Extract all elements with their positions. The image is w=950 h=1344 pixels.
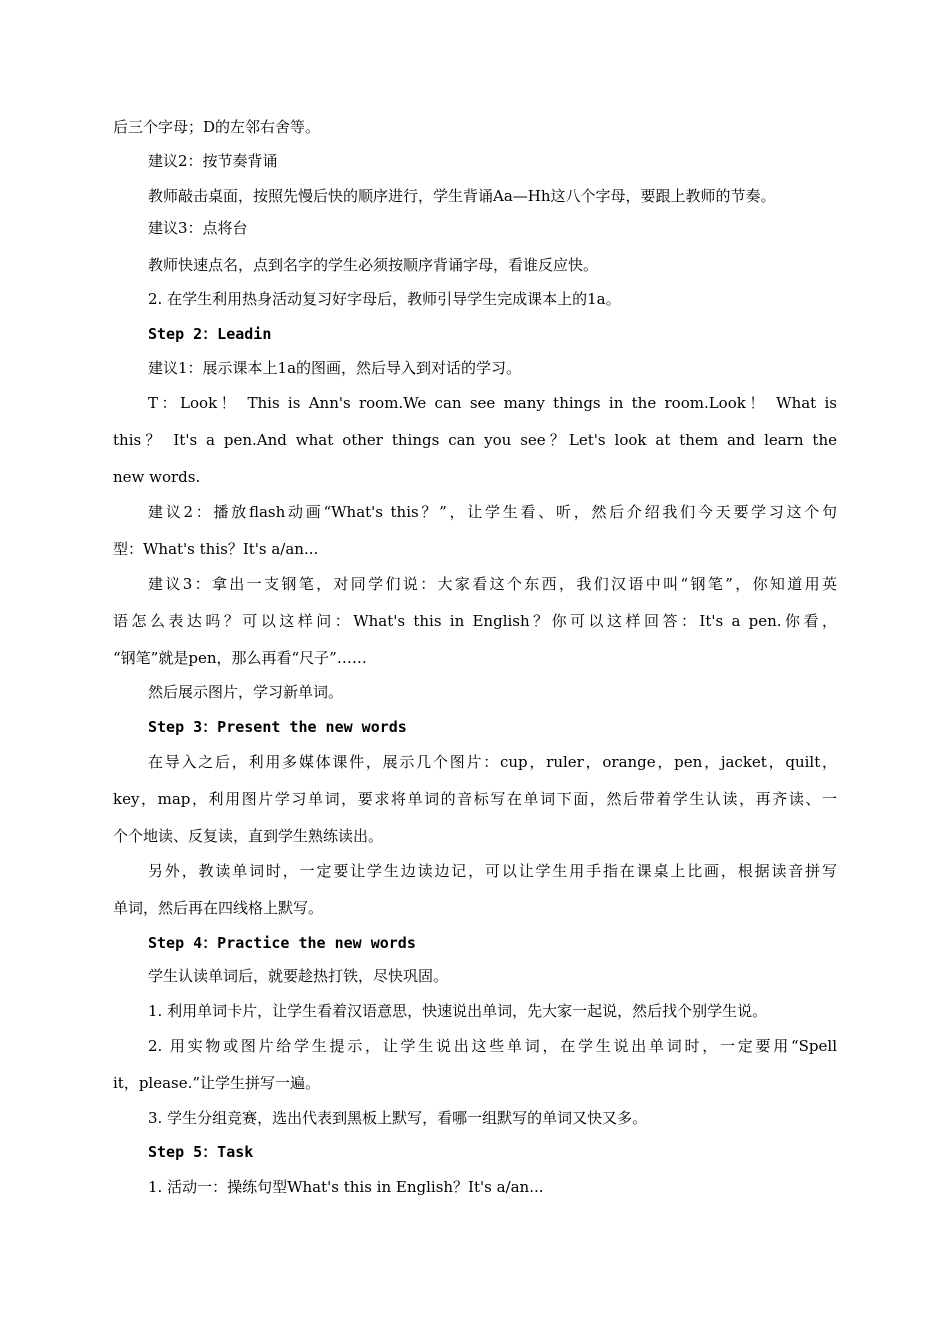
text-line: 2. 在学生利用热身活动复习好字母后，教师引导学生完成课本上的1a。 <box>148 290 621 308</box>
step-heading: Step 2：Leadin <box>148 325 272 343</box>
text-line: 单词，然后再在四线格上默写。 <box>113 899 324 917</box>
text-line: 建议1：展示课本上1a的图画，然后导入到对话的学习。 <box>148 359 522 377</box>
suggestion-heading: 建议3：点将台 <box>148 219 248 237</box>
text-line: 后三个字母；D的左邻右舍等。 <box>113 118 321 136</box>
list-item: 1. 利用单词卡片，让学生看着汉语意思，快速说出单词，先大家一起说，然后找个别学生说。 <box>148 1002 768 1020</box>
text-line: 个个地读、反复读，直到学生熟练读出。 <box>113 827 384 845</box>
step-heading: Step 5：Task <box>148 1143 254 1161</box>
text-line: 在导入之后，利用多媒体课件，展示几个图片：cup，ruler，orange，pen，jacket，quilt， <box>148 753 837 771</box>
list-item: 3. 学生分组竞赛，选出代表到黑板上默写，看哪一组默写的单词又快又多。 <box>148 1109 648 1127</box>
list-item: 1. 活动一：操练句型What's this in English？It's a/an... <box>148 1178 544 1196</box>
text-line: 然后展示图片，学习新单词。 <box>148 683 344 701</box>
text-line: 教师快速点名，点到名字的学生必须按顺序背诵字母，看谁反应快。 <box>148 256 599 274</box>
text-line: key，map，利用图片学习单词，要求将单词的音标写在单词下面，然后带着学生认读，再齐读、一 <box>113 790 837 808</box>
text-line: T：Look！ This is Ann's room.We can see many things in the room.Look！ What is <box>148 394 837 412</box>
step-heading: Step 4：Practice the new words <box>148 934 416 952</box>
text-line: 学生认读单词后，就要趁热打铁，尽快巩固。 <box>148 967 449 985</box>
text-line: 建议3：拿出一支钢笔，对同学们说：大家看这个东西，我们汉语中叫“钢笔”，你知道用英 <box>148 575 837 593</box>
text-line: 型：What's this？It's a/an... <box>113 540 319 558</box>
text-line: 语怎么表达吗？可以这样问：What's this in English？你可以这样回答：It's a pen.你看， <box>113 612 837 630</box>
text-line: “钢笔”就是pen，那么再看“尺子”…… <box>113 649 367 667</box>
text-line: new words. <box>113 468 201 486</box>
text-line: 另外，教读单词时，一定要让学生边读边记，可以让学生用手指在课桌上比画，根据读音拼写 <box>148 862 837 880</box>
text-line: 教师敲击桌面，按照先慢后快的顺序进行，学生背诵Aa—Hh这八个字母，要跟上教师的节奏。 <box>148 187 776 205</box>
text-line: it，please.”让学生拼写一遍。 <box>113 1074 321 1092</box>
text-line: this？ It's a pen.And what other things can you see？Let's look at them and learn the <box>113 431 837 449</box>
text-line: 建议2：播放flash动画“What's this？”，让学生看、听，然后介绍我们今天要学习这个句 <box>148 503 837 521</box>
suggestion-heading: 建议2：按节奏背诵 <box>148 152 278 170</box>
list-item: 2. 用实物或图片给学生提示，让学生说出这些单词，在学生说出单词时，一定要用“Spell <box>148 1037 837 1055</box>
step-heading: Step 3：Present the new words <box>148 718 407 736</box>
